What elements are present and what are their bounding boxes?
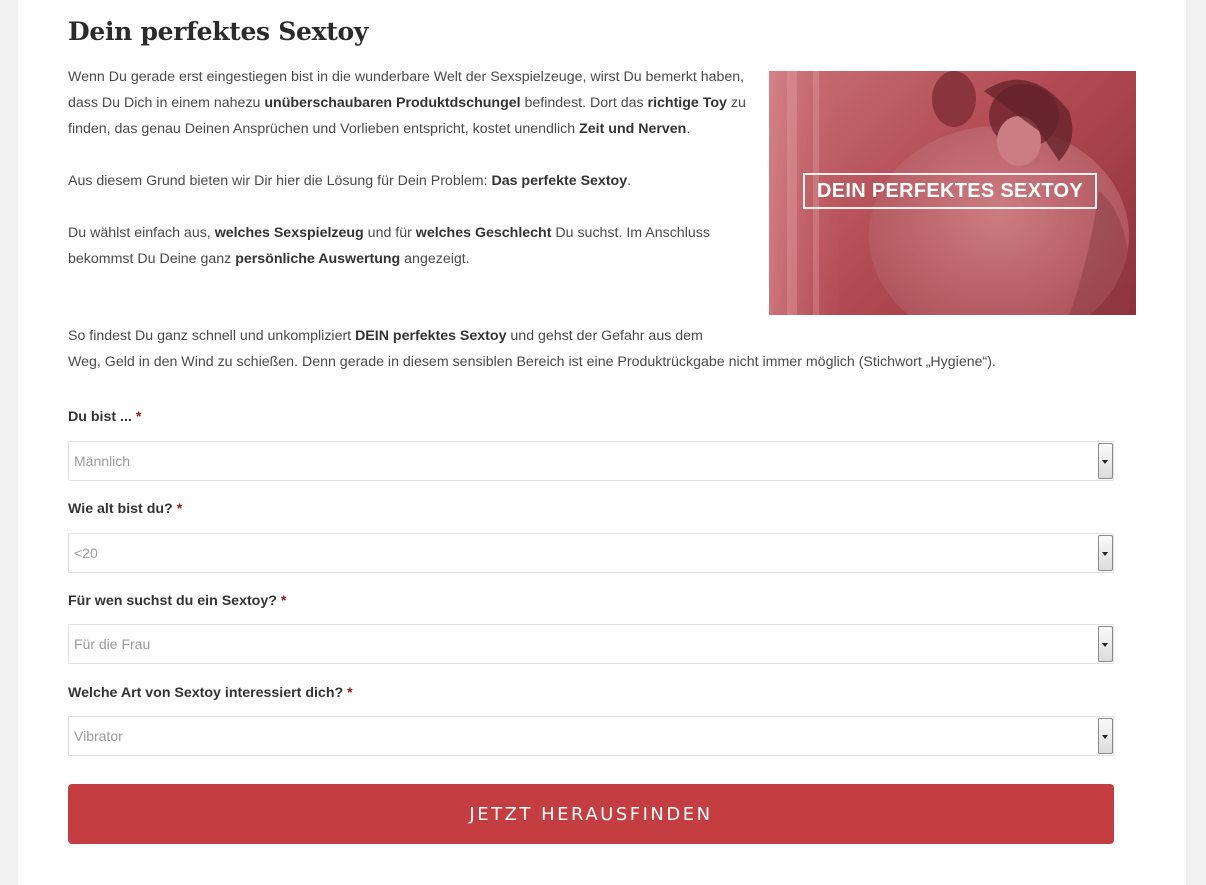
required-marker: * <box>280 593 287 609</box>
target-select-value: Für die Frau <box>74 636 151 652</box>
intro-paragraph-4 <box>68 323 1058 375</box>
bold-text: DEIN perfektes Sextoy <box>355 328 507 344</box>
bold-text: welches Sexspielzeug <box>214 225 364 241</box>
required-marker: * <box>135 409 142 425</box>
target-select[interactable] <box>68 624 1114 664</box>
age-select-value: <20 <box>74 545 98 561</box>
chevron-down-icon[interactable] <box>1098 718 1113 754</box>
page-title: Dein perfektes Sextoy <box>68 17 369 46</box>
type-label-text: Welche Art von Sextoy interessiert dich? <box>68 685 344 701</box>
gender-select-value: Männlich <box>74 453 131 469</box>
age-select[interactable] <box>68 533 1114 573</box>
type-select-value: Vibrator <box>74 728 123 744</box>
chevron-down-icon[interactable] <box>1098 443 1113 479</box>
gender-select[interactable] <box>68 441 1114 481</box>
required-marker: * <box>347 685 353 701</box>
intro-text <box>68 64 758 298</box>
gender-label-text: Du bist ... <box>68 409 132 425</box>
submit-button[interactable]: JETZT HERAUSFINDEN <box>68 784 1114 844</box>
bold-text: Zeit und Nerven <box>579 121 687 137</box>
age-label-text: Wie alt bist du? <box>68 501 173 517</box>
bold-text: richtige Toy <box>647 95 727 111</box>
chevron-down-icon[interactable] <box>1098 626 1113 662</box>
intro-paragraph-2: Aus diesem Grund bieten wir Dir hier die Lösung für Dein Problem: Das perfekte Sextoy. <box>68 173 632 189</box>
chevron-down-icon[interactable] <box>1098 535 1113 571</box>
intro-paragraph-1: Wenn Du gerade erst eingestiegen bist in die wunderbare Welt der Sexspielzeuge, wirst Du bemerkt haben, dass Du Dich in einem nahezu unüberschaubaren Produktdschungel befindest. Dort das richtige Toy zu finden, das genau Deinen Ansprüchen und Vorlieben entspricht, kostet unendlich Zeit und Nerven. <box>68 69 746 137</box>
bold-text: welches Geschlecht <box>415 225 552 241</box>
intro-paragraph-3: Du wählst einfach aus, welches Sexspielzeug und für welches Geschlecht Du suchst. Im Anschluss bekommst Du Deine ganz persönliche Auswertung angezeigt. <box>68 225 710 267</box>
type-select[interactable] <box>68 716 1114 756</box>
age-label <box>68 501 182 517</box>
hero-title: DEIN PERFEKTES SEXTOY <box>803 173 1097 209</box>
bold-text: unüberschaubaren Produktdschungel <box>264 95 521 111</box>
target-label-text: Für wen suchst du ein Sextoy? <box>68 593 277 609</box>
required-marker: * <box>176 501 183 517</box>
gender-label <box>68 409 141 425</box>
target-label <box>68 593 286 609</box>
bold-text: persönliche Auswertung <box>235 251 401 267</box>
intro-paragraph-4-line-1: So findest Du ganz schnell und unkompliziert DEIN perfektes Sextoy und gehst der Gefahr aus dem <box>68 328 703 344</box>
bold-text: Das perfekte Sextoy <box>491 173 628 189</box>
hero-image <box>769 71 1136 315</box>
intro-paragraph-4-line-2: Weg, Geld in den Wind zu schießen. Denn gerade in diesem sensiblen Bereich ist eine Produktrückgabe nicht immer möglich (Stichwort „Hygiene“). <box>68 354 996 370</box>
page <box>18 0 1186 885</box>
type-label <box>68 685 353 701</box>
